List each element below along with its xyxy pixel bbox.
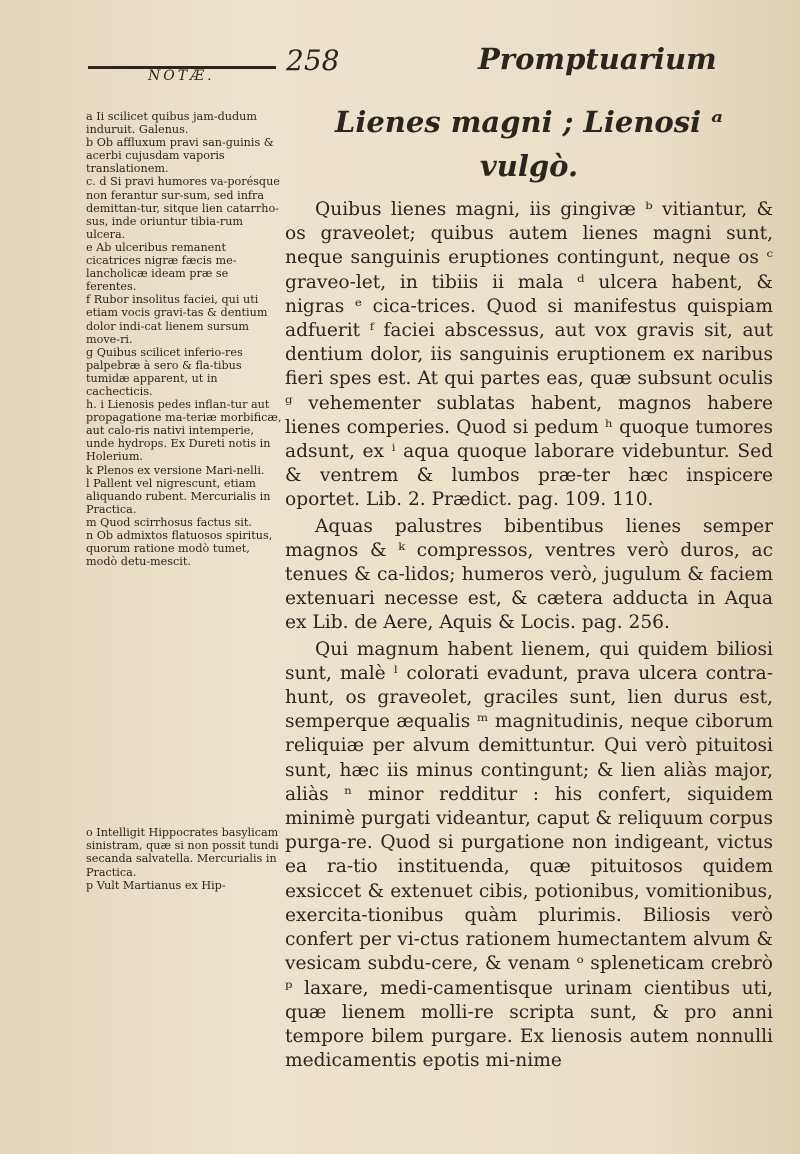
note-e: e Ab ulceribus remanent cicatrices nigræ fæcis me-lancholicæ ideam præ se ferentes. <box>86 240 237 294</box>
note-l: l Pallent vel nigrescunt, etiam aliquando rubent. Mercurialis in Practica. <box>86 476 271 516</box>
note-m: m Quod scirrhosus factus sit. <box>86 515 252 529</box>
note-f: f Rubor insolitus faciei, qui uti etiam vocis gravi-tas & dentium dolor indi-cat lienem sursum move-ri. <box>86 293 268 346</box>
page-number: 258 <box>286 44 340 77</box>
note-n: n Ob admixtos flatuosos spiritus, quorum ratione modò tumet, modò detu-mescit. <box>86 529 273 569</box>
paragraph-3: Qui magnum habent lienem, qui quidem biliosi sunt, malè ˡ colorati evadunt, prava ulcera contra-hunt, os graveolet, graciles sunt, lien durus est, semperque æqualis ᵐ magnitudinis, neque ciborum reliquiæ per alvum demittuntur. Qui verò pituitosi sunt, hæc iis minus contingunt; & lien aliàs major, aliàs ⁿ minor redditur : his confert, siquidem minimè purgati videantur, caput & reliquum corpus purga-re. Quod si purgatione non indigeant, victus ea ra-tio instituenda, quæ pituitosos quidem exsiccet & extenuet cibis, potionibus, vomitionibus, exercita-tionibus quàm plurimis. Biliosis verò confert per vi-ctus rationem humectantem alvum & vesicam subdu-cere, & venam ᵒ spleneticam crebrò ᵖ laxare, medi-camentisque urinam cientibus uti, quæ lienem molli-re scripta sunt, & pro anni tempore bilem purgare. Ex lienosis autem nonnulli medicamentis epotis mi-nime <box>285 638 773 1072</box>
note-a: a Ii scilicet quibus jam-dudum induruit. Galenus. <box>86 110 257 137</box>
note-c-d: c. d Si pravi humores va-porésque non ferantur sur-sum, sed infra demittan-tur, sitque lien catarrho-sus, inde oriuntur tibia-rum ulcera. <box>86 175 280 241</box>
note-k: k Plenos ex versione Mari-nelli. <box>86 463 265 477</box>
notes-heading: NOTÆ. <box>148 68 215 84</box>
paragraph-2: Aquas palustres bibentibus lienes semper magnos & ᵏ compressos, ventres verò duros, ac tenues & ca-lidos; humeros verò, jugulum & faciem extenuari necesse est, & cætera adducta in Aqua ex Lib. de Aere, Aquis & Locis. pag. 256. <box>285 515 773 634</box>
note-g: g Quibus scilicet inferio-res palpebræ à sero & fla-tibus tumidæ apparent, ut in cachecticis. <box>86 345 243 398</box>
note-p: p Vult Martianus ex Hip- <box>86 878 226 892</box>
paragraph-1: Quibus lienes magni, iis gingivæ ᵇ vitiantur, & os graveolet; quibus autem lienes magni sunt, neque sanguinis eruptiones contingunt, neque os ᶜ graveo-let, in tibiis ii mala ᵈ ulcera habent, & nigras ᵉ cica-trices. Quod si manifestus quispiam adfuerit ᶠ faciei abscessus, aut vox gravis sit, aut dentium dolor, iis sanguinis eruptionem ex naribus fieri spes est. At qui partes eas, quæ subsunt oculis ᵍ vehementer sublatas habent, magnos habere lienes comperies. Quod si pedum ʰ quoque tumores adsunt, ex ⁱ aqua quoque laborare videbuntur. Sed & ventrem & lumbos præ-ter hæc inspicere oportet. Lib. 2. Prædict. pag. 109. 110. <box>285 199 773 511</box>
note-b: b Ob affluxum pravi san-guinis & acerbi cujusdam vaporis translationem. <box>86 136 274 176</box>
main-text <box>285 100 773 1073</box>
note-h-i: h. i Lienosis pedes inflan-tur aut propagatione ma-teriæ morbificæ, aut calo-ris nativi intemperie, unde hydrops. Ex Dureti notis in Holerium. <box>86 398 282 464</box>
page-header <box>88 42 778 92</box>
section-title: Lienes magni ; Lienosi ᵃ vulgò. <box>334 105 724 183</box>
margin-notes <box>86 110 282 892</box>
running-title: Promptuarium <box>478 42 717 76</box>
note-o: o Intelligit Hippocrates basylicam sinistram, quæ si non possit tundi secanda salvatella. Mercurialis in Practica. <box>86 826 279 879</box>
notes-spacer <box>86 568 282 826</box>
